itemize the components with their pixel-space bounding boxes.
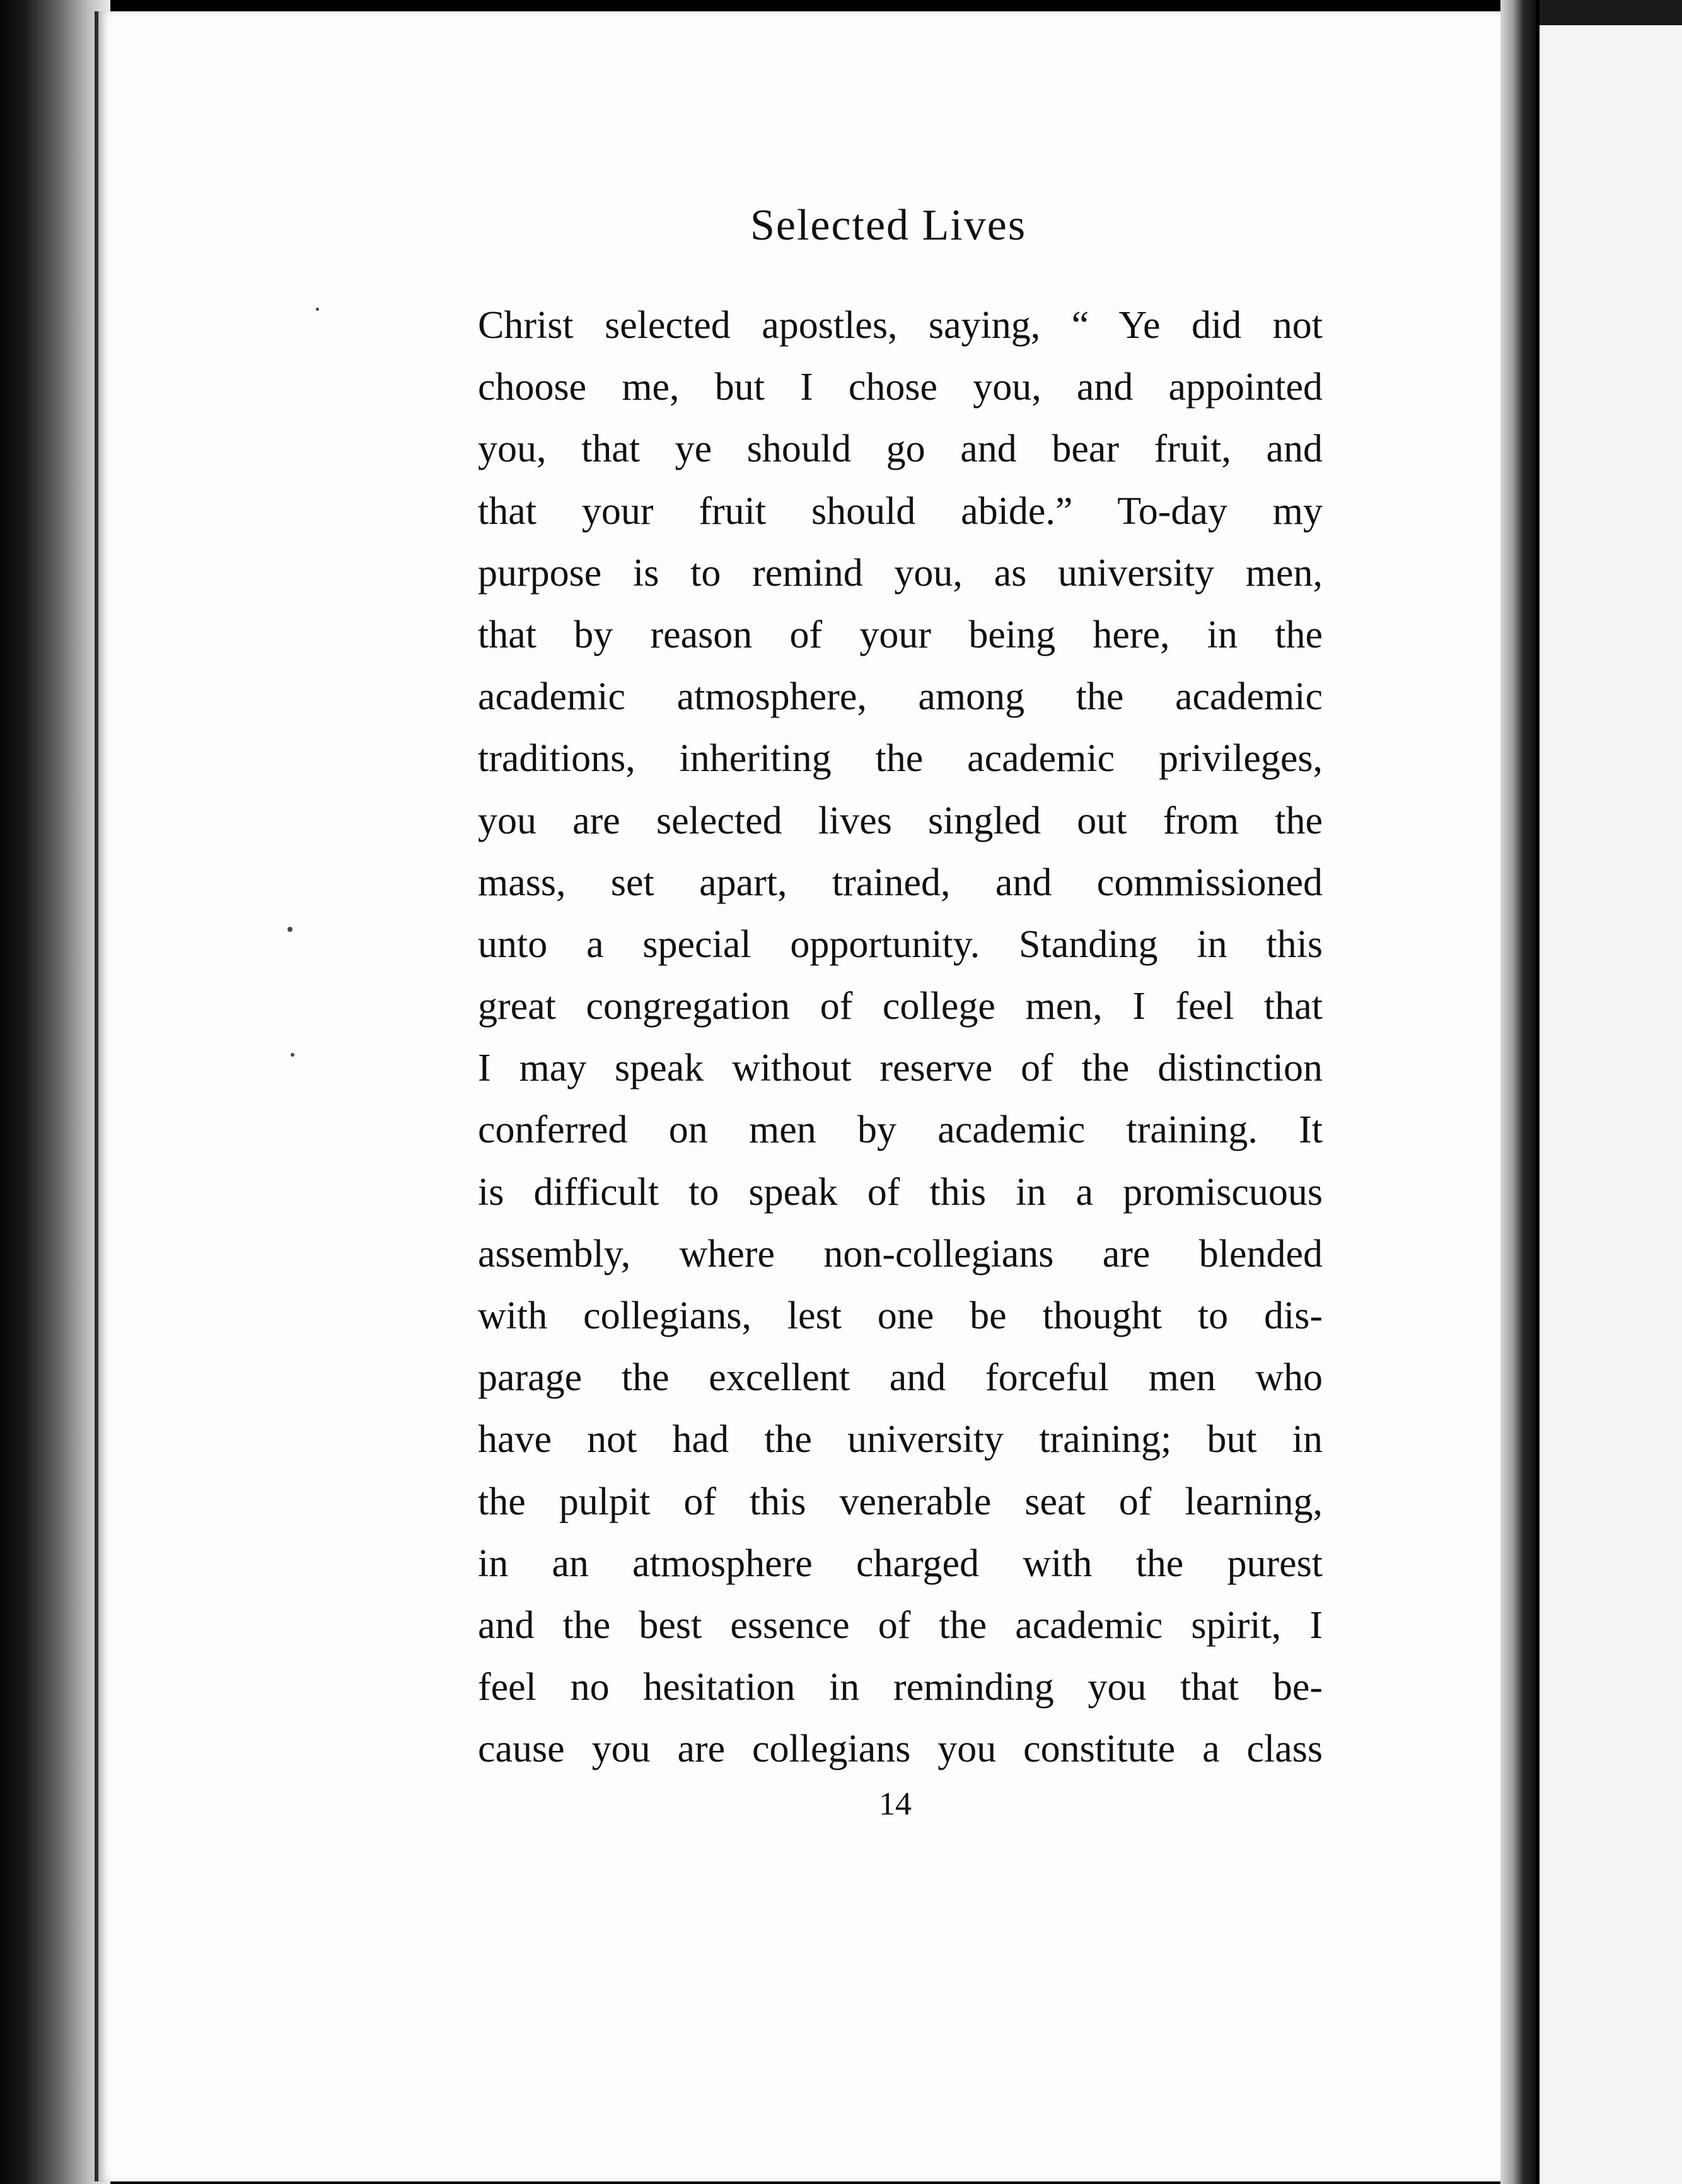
text-line: you, that ye should go and bear fruit, and: [478, 427, 1323, 471]
text-line: conferred on men by academic training. It: [478, 1108, 1323, 1152]
paper-speck: [287, 927, 293, 932]
text-line: purpose is to remind you, as university men,: [478, 551, 1323, 595]
text-line: cause you are collegians you constitute a class: [478, 1728, 1323, 1771]
paper-speck: [291, 1053, 294, 1057]
running-head: Selected Lives: [750, 201, 1027, 250]
text-line: academic atmosphere, among the academic: [478, 675, 1323, 719]
text-line: unto a special opportunity. Standing in this: [478, 922, 1323, 966]
text-line: is difficult to speak of this in a promiscuous: [478, 1170, 1323, 1214]
body-text: [478, 294, 1323, 1780]
gutter-shadow: [1500, 0, 1536, 2184]
text-line: parage the excellent and forceful men who: [478, 1356, 1323, 1400]
text-line: I may speak without reserve of the distinction: [478, 1047, 1323, 1090]
text-line: choose me, but I chose you, and appointed: [478, 366, 1323, 409]
text-line: in an atmosphere charged with the purest: [478, 1542, 1323, 1585]
text-line: traditions, inheriting the academic privileges,: [478, 737, 1323, 781]
page-number: 14: [879, 1786, 912, 1822]
text-line: great congregation of college men, I feel that: [478, 985, 1323, 1028]
text-line: with collegians, lest one be thought to dis-: [478, 1294, 1323, 1337]
binding-edge: [0, 0, 110, 2184]
text-line: assembly, where non-collegians are blended: [478, 1232, 1323, 1275]
text-line: and the best essence of the academic spirit, I: [478, 1603, 1323, 1647]
text-line: have not had the university training; but in: [478, 1418, 1323, 1461]
text-line: that your fruit should abide.” To-day my: [478, 489, 1323, 533]
text-line: feel no hesitation in reminding you that be-: [478, 1666, 1323, 1709]
text-line: mass, set apart, trained, and commissioned: [478, 861, 1323, 904]
text-line: you are selected lives singled out from the: [478, 799, 1323, 842]
facing-page-edge: [1536, 0, 1682, 2184]
text-line: the pulpit of this venerable seat of learning,: [478, 1480, 1323, 1523]
text-line: that by reason of your being here, in the: [478, 613, 1323, 656]
facing-page-top-strip: [1540, 0, 1682, 25]
paper-speck: [316, 308, 319, 311]
text-line: Christ selected apostles, saying, “ Ye did not: [478, 304, 1323, 347]
